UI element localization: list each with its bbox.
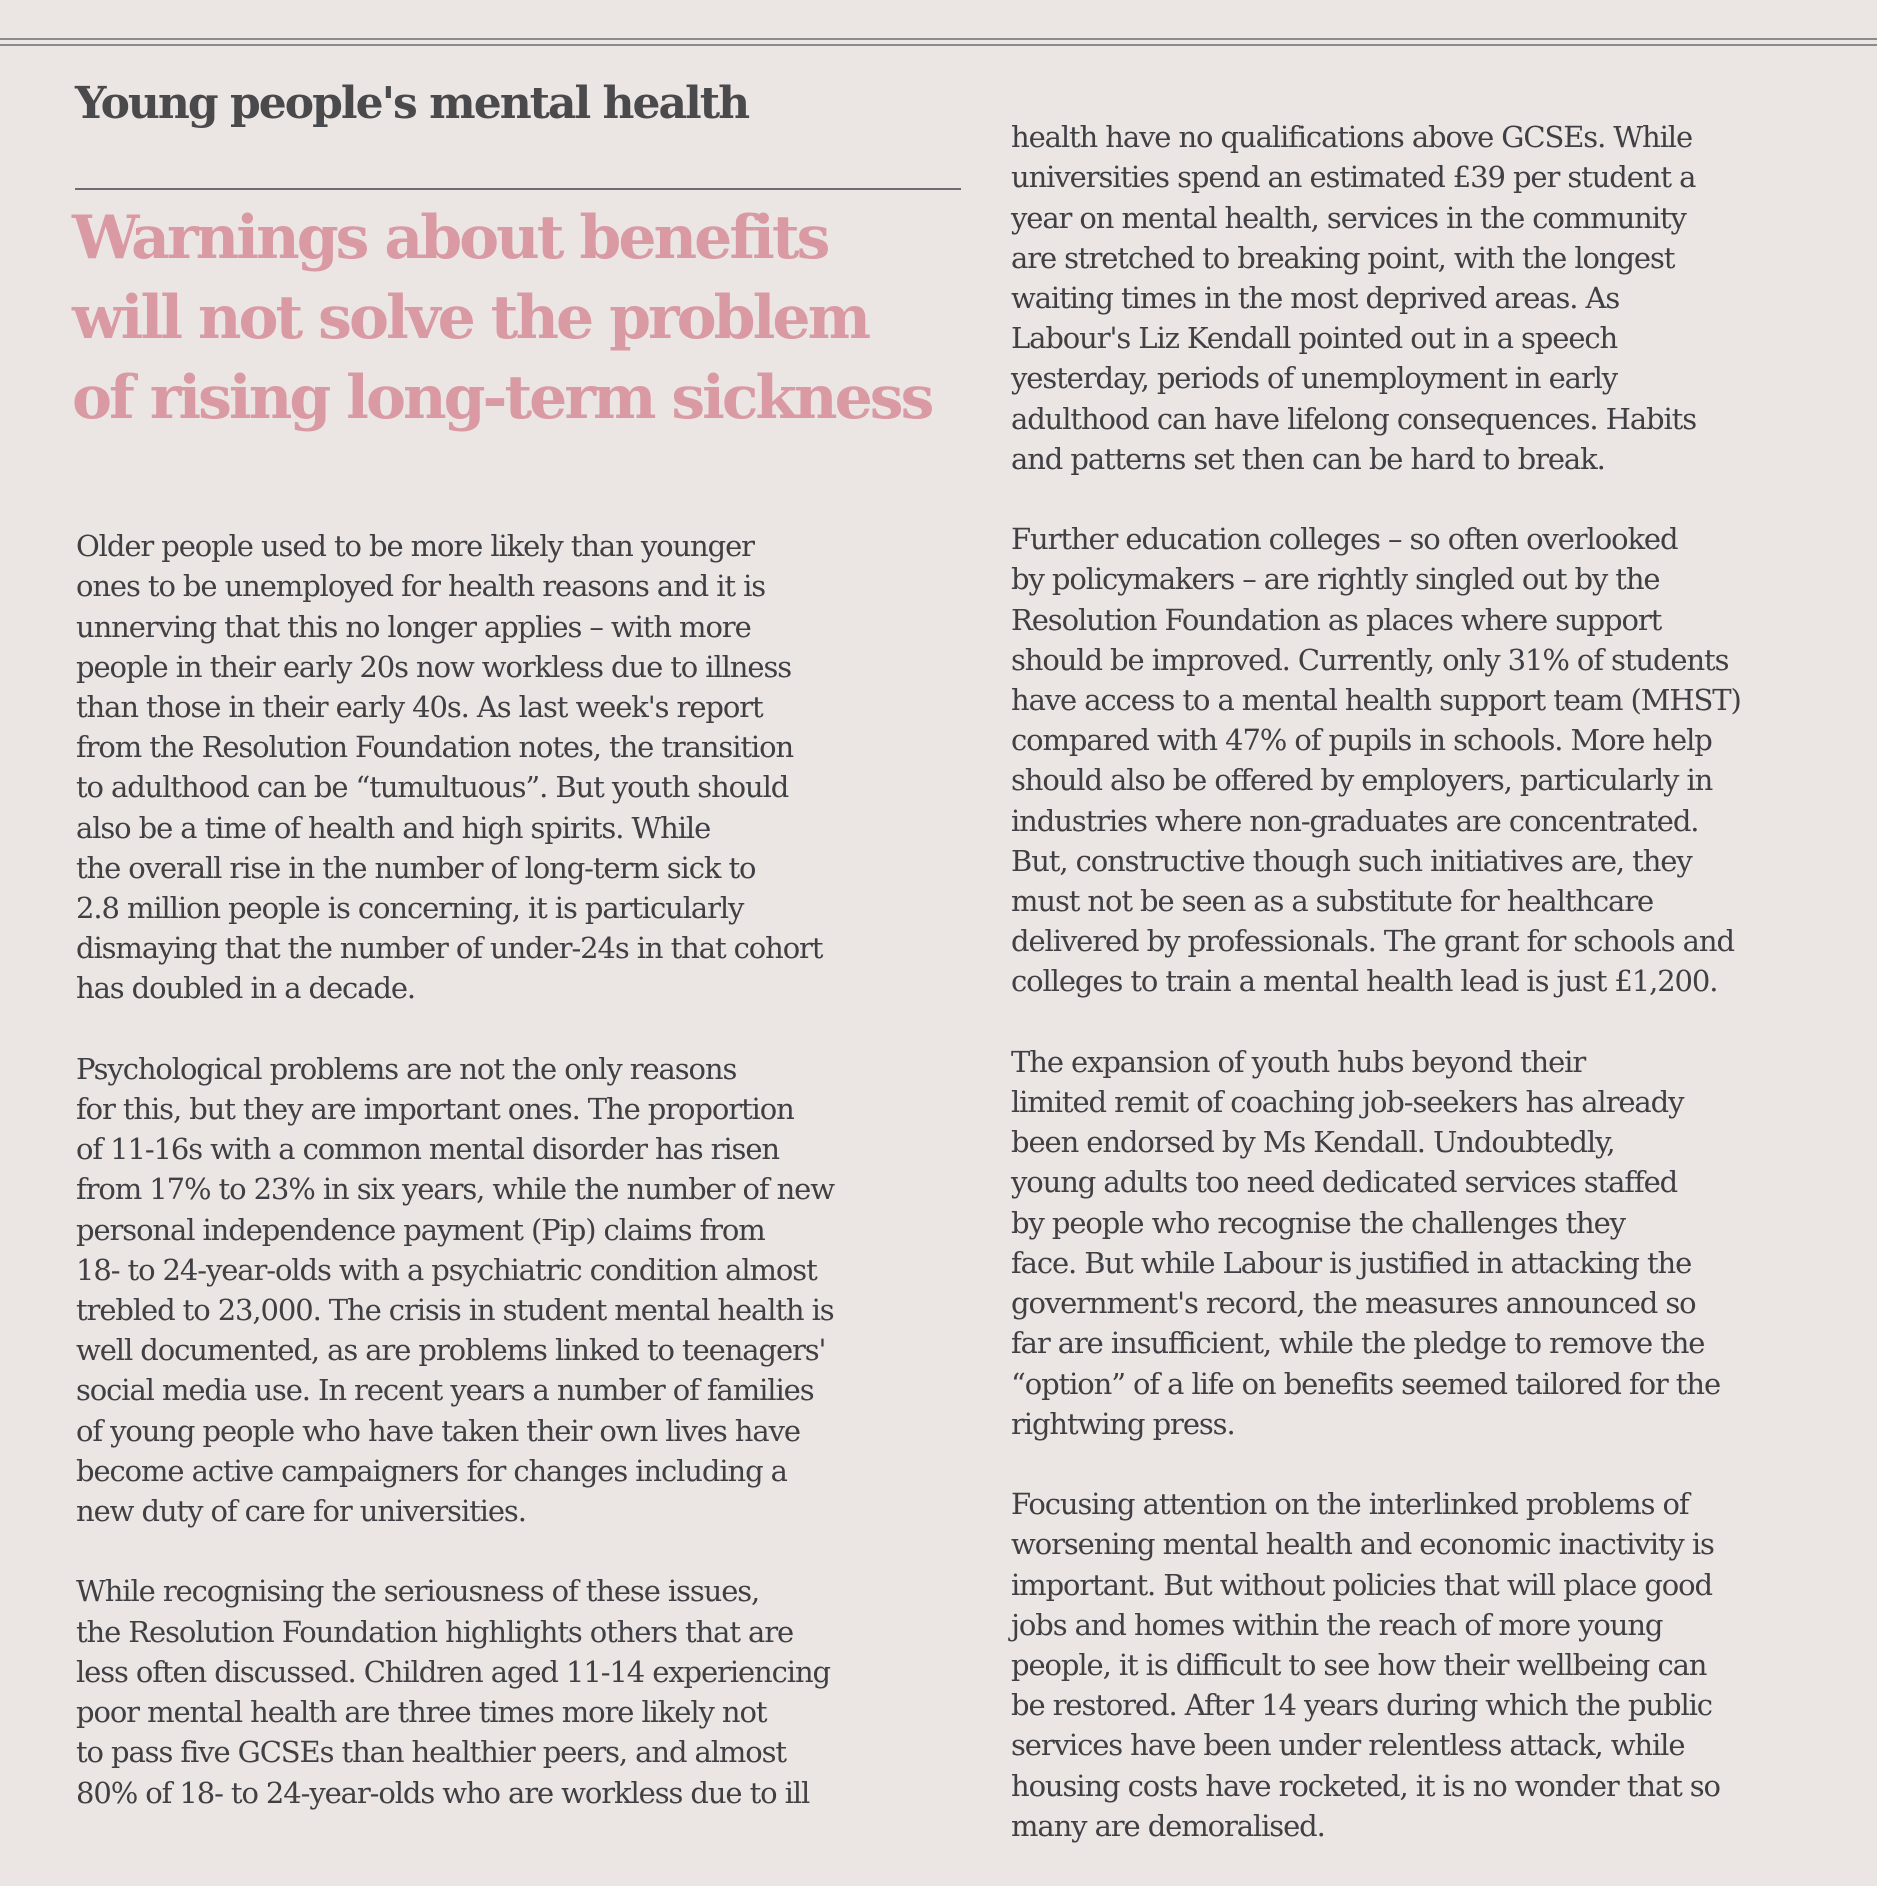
left-column	[76, 486, 956, 1853]
paragraph: Focusing attention on the interlinked problems of worsening mental health and economic inactivity is important. But without policies that will place good jobs and homes within the reach of more young people, it is difficult to see how their wellbeing can be restored. After 14 years during which the public services have been under relentless attack, while housing costs have rocketed, it is no wonder that so many are demoralised.	[1011, 1487, 1720, 1843]
paragraph: Psychological problems are not the only reasons for this, but they are important ones. The proportion of 11-16s with a common mental disorder has risen from 17% to 23% in six years, while the number of new personal independence payment (Pip) claims from 18- to 24-year-olds with a psychiatric condition almost trebled to 23,000. The crisis in student mental health is well documented, as are problems linked to teenagers' social media use. In recent years a number of families of young people who have taken their own lives have become active campaigners for changes including a new duty of care for universities.	[76, 1051, 834, 1529]
paragraph: health have no qualifications above GCSEs. While universities spend an estimated £39 per student a year on mental health, services in the community are stretched to breaking point, with the longest waiting times in the most deprived areas. As Labour's Liz Kendall pointed out in a speech yesterday, periods of unemployment in early adulthood can have lifelong consequences. Habits and patterns set then can be hard to break.	[1011, 120, 1697, 476]
right-column	[1011, 77, 1861, 1886]
paragraph: The expansion of youth hubs beyond their limited remit of coaching job-seekers has already been endorsed by Ms Kendall. Undoubtedly, young adults too need dedicated services staffed by people who recognise the challenges they face. But while Labour is justified in attacking the government's record, the measures announced so far are insufficient, while the pledge to remove the “option” of a life on benefits seemed tailored for the rightwing press.	[1011, 1044, 1721, 1441]
top-rules	[0, 38, 1877, 52]
rule-line	[0, 38, 1877, 40]
rule-line	[0, 44, 1877, 46]
kicker-divider	[75, 188, 961, 190]
section-kicker: Young people's mental health	[75, 78, 749, 129]
headline: Warnings about benefits will not solve the problem of rising long-term sickness	[72, 203, 932, 433]
paragraph: While recognising the seriousness of these issues, the Resolution Foundation highlights others that are less often discussed. Children aged 11-14 experiencing poor mental health are three times more likely not to pass five GCSEs than healthier peers, and almost 80% of 18- to 24-year-olds who are workless due to ill	[76, 1574, 830, 1810]
paragraph: Further education colleges – so often overlooked by policymakers – are rightly singled out by the Resolution Foundation as places where support should be improved. Currently, only 31% of students have access to a mental health support team (MHST) compared with 47% of pupils in schools. More help should also be offered by employers, particularly in industries where non-graduates are concentrated. But, constructive though such initiatives are, they must not be seen as a substitute for healthcare delivered by professionals. The grant for schools and colleges to train a mental health lead is just £1,200.	[1011, 522, 1741, 999]
paragraph: Older people used to be more likely than younger ones to be unemployed for health reasons and it is unnerving that this no longer applies – with more people in their early 20s now workless due to illness than those in their early 40s. As last week's report from the Resolution Foundation notes, the transition to adulthood can be “tumultuous”. But youth should also be a time of health and high spirits. While the overall rise in the number of long-term sick to 2.8 million people is concerning, it is particularly dismaying that the number of under-24s in that cohort has doubled in a decade.	[76, 529, 823, 1006]
